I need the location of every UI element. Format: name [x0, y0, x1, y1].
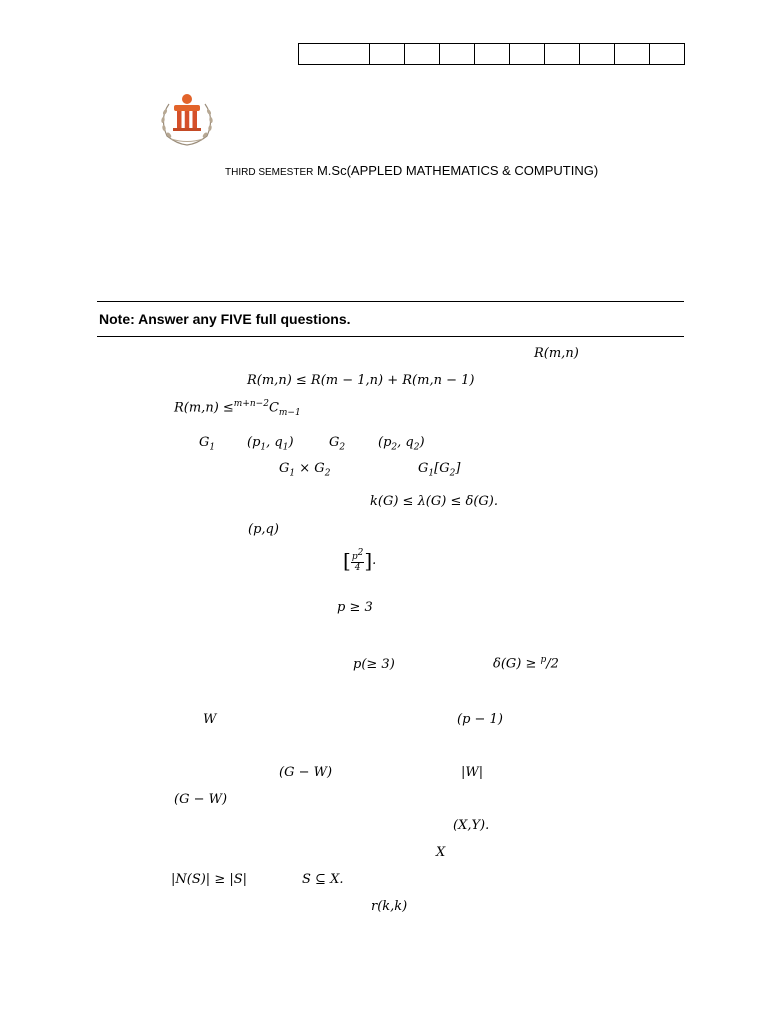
- math-expression: [493, 655, 559, 671]
- math-expression: X: [436, 845, 446, 860]
- math-subscript: 2: [449, 468, 456, 479]
- math-expression: S ⊆ X.: [302, 872, 344, 887]
- math-expression: G: [279, 461, 290, 476]
- math-expression: |N(S)| ≥ |S|: [171, 872, 248, 887]
- reg-cell: [510, 44, 545, 65]
- math-expression: [329, 435, 345, 453]
- reg-cell: [370, 44, 405, 65]
- math-subscript: m−1: [278, 407, 301, 418]
- math-expression: p(≥ 3): [353, 657, 395, 672]
- math-expression: q: [405, 435, 414, 450]
- math-expression: k(G) ≤ λ(G) ≤ δ(G).: [370, 494, 498, 509]
- math-expression: (p: [378, 435, 392, 450]
- math-subscript: 2: [391, 442, 398, 453]
- floor-bracket-right: ]: [364, 548, 373, 573]
- bottom-rule: [97, 336, 684, 337]
- math-expression: R(m,n) ≤ R(m − 1,n) + R(m,n − 1): [247, 373, 475, 388]
- math-subscript: 1: [282, 442, 289, 453]
- math-floor-fraction: [ $\frac{p^2}{4}$ ].: [343, 548, 377, 573]
- math-subscript: 1: [260, 442, 267, 453]
- math-subscript: 1: [209, 442, 216, 453]
- math-expression: W: [203, 712, 217, 727]
- math-expression: C: [268, 400, 279, 416]
- math-expression: G: [199, 435, 210, 450]
- math-expression: $G_1[G_2]$: [418, 461, 461, 479]
- reg-cell: [440, 44, 475, 65]
- top-rule: [97, 301, 684, 302]
- math-subscript: 2: [413, 442, 420, 453]
- math-subscript: 2: [339, 442, 346, 453]
- math-expression: G: [418, 461, 429, 476]
- registration-number-box: [298, 43, 685, 65]
- math-superscript: 2: [357, 548, 364, 558]
- math-expression: (G − W): [279, 765, 333, 780]
- fraction-denominator: 4: [354, 563, 361, 573]
- math-expression: q: [274, 435, 283, 450]
- instructions-note: Note: Answer any FIVE full questions.: [99, 311, 351, 327]
- reg-cell: [475, 44, 510, 65]
- math-superscript: p: [540, 655, 547, 665]
- math-fraction: [351, 548, 365, 573]
- math-expression: p ≥ 3: [337, 600, 373, 615]
- math-subscript: 2: [324, 468, 331, 479]
- math-expression: ($p_1$, $q_1$): [247, 435, 294, 453]
- exam-header: [225, 163, 598, 178]
- math-superscript: m+n−2: [233, 399, 269, 409]
- reg-cell: [650, 44, 685, 65]
- reg-cell: [405, 44, 440, 65]
- semester-label: THIRD SEMESTER: [225, 167, 314, 178]
- math-expression: [174, 399, 301, 418]
- math-expression: × G: [299, 461, 325, 476]
- math-expression: [279, 461, 330, 479]
- math-expression: /2: [546, 656, 559, 672]
- math-expression: R(m,n) ≤: [174, 400, 234, 416]
- math-expression: (p,q): [248, 522, 279, 537]
- math-expression: [199, 435, 215, 453]
- math-expression: (G − W): [174, 792, 228, 807]
- reg-cell: [615, 44, 650, 65]
- math-expression: (p − 1): [457, 712, 503, 727]
- math-expression: (p: [247, 435, 261, 450]
- reg-cell: [580, 44, 615, 65]
- math-expression: (X,Y).: [453, 818, 490, 833]
- math-expression: [G: [434, 461, 450, 476]
- math-subscript: 1: [289, 468, 296, 479]
- fraction-numerator: [351, 548, 365, 563]
- university-logo-icon: [155, 88, 219, 148]
- reg-cell: [299, 44, 370, 65]
- programme-title: M.Sc(APPLED MATHEMATICS & COMPUTING): [316, 163, 599, 178]
- math-expression: G: [329, 435, 340, 450]
- math-subscript: 1: [428, 468, 435, 479]
- math-expression: R(m,n): [534, 346, 579, 361]
- floor-bracket-left: [: [343, 548, 351, 573]
- reg-cell: [545, 44, 580, 65]
- math-expression: p: [351, 552, 358, 562]
- math-expression: ($p_2$, $q_2$): [378, 435, 425, 453]
- math-expression: δ(G) ≥: [493, 656, 537, 672]
- math-expression: r(k,k): [371, 899, 408, 914]
- math-expression: |W|: [461, 765, 484, 780]
